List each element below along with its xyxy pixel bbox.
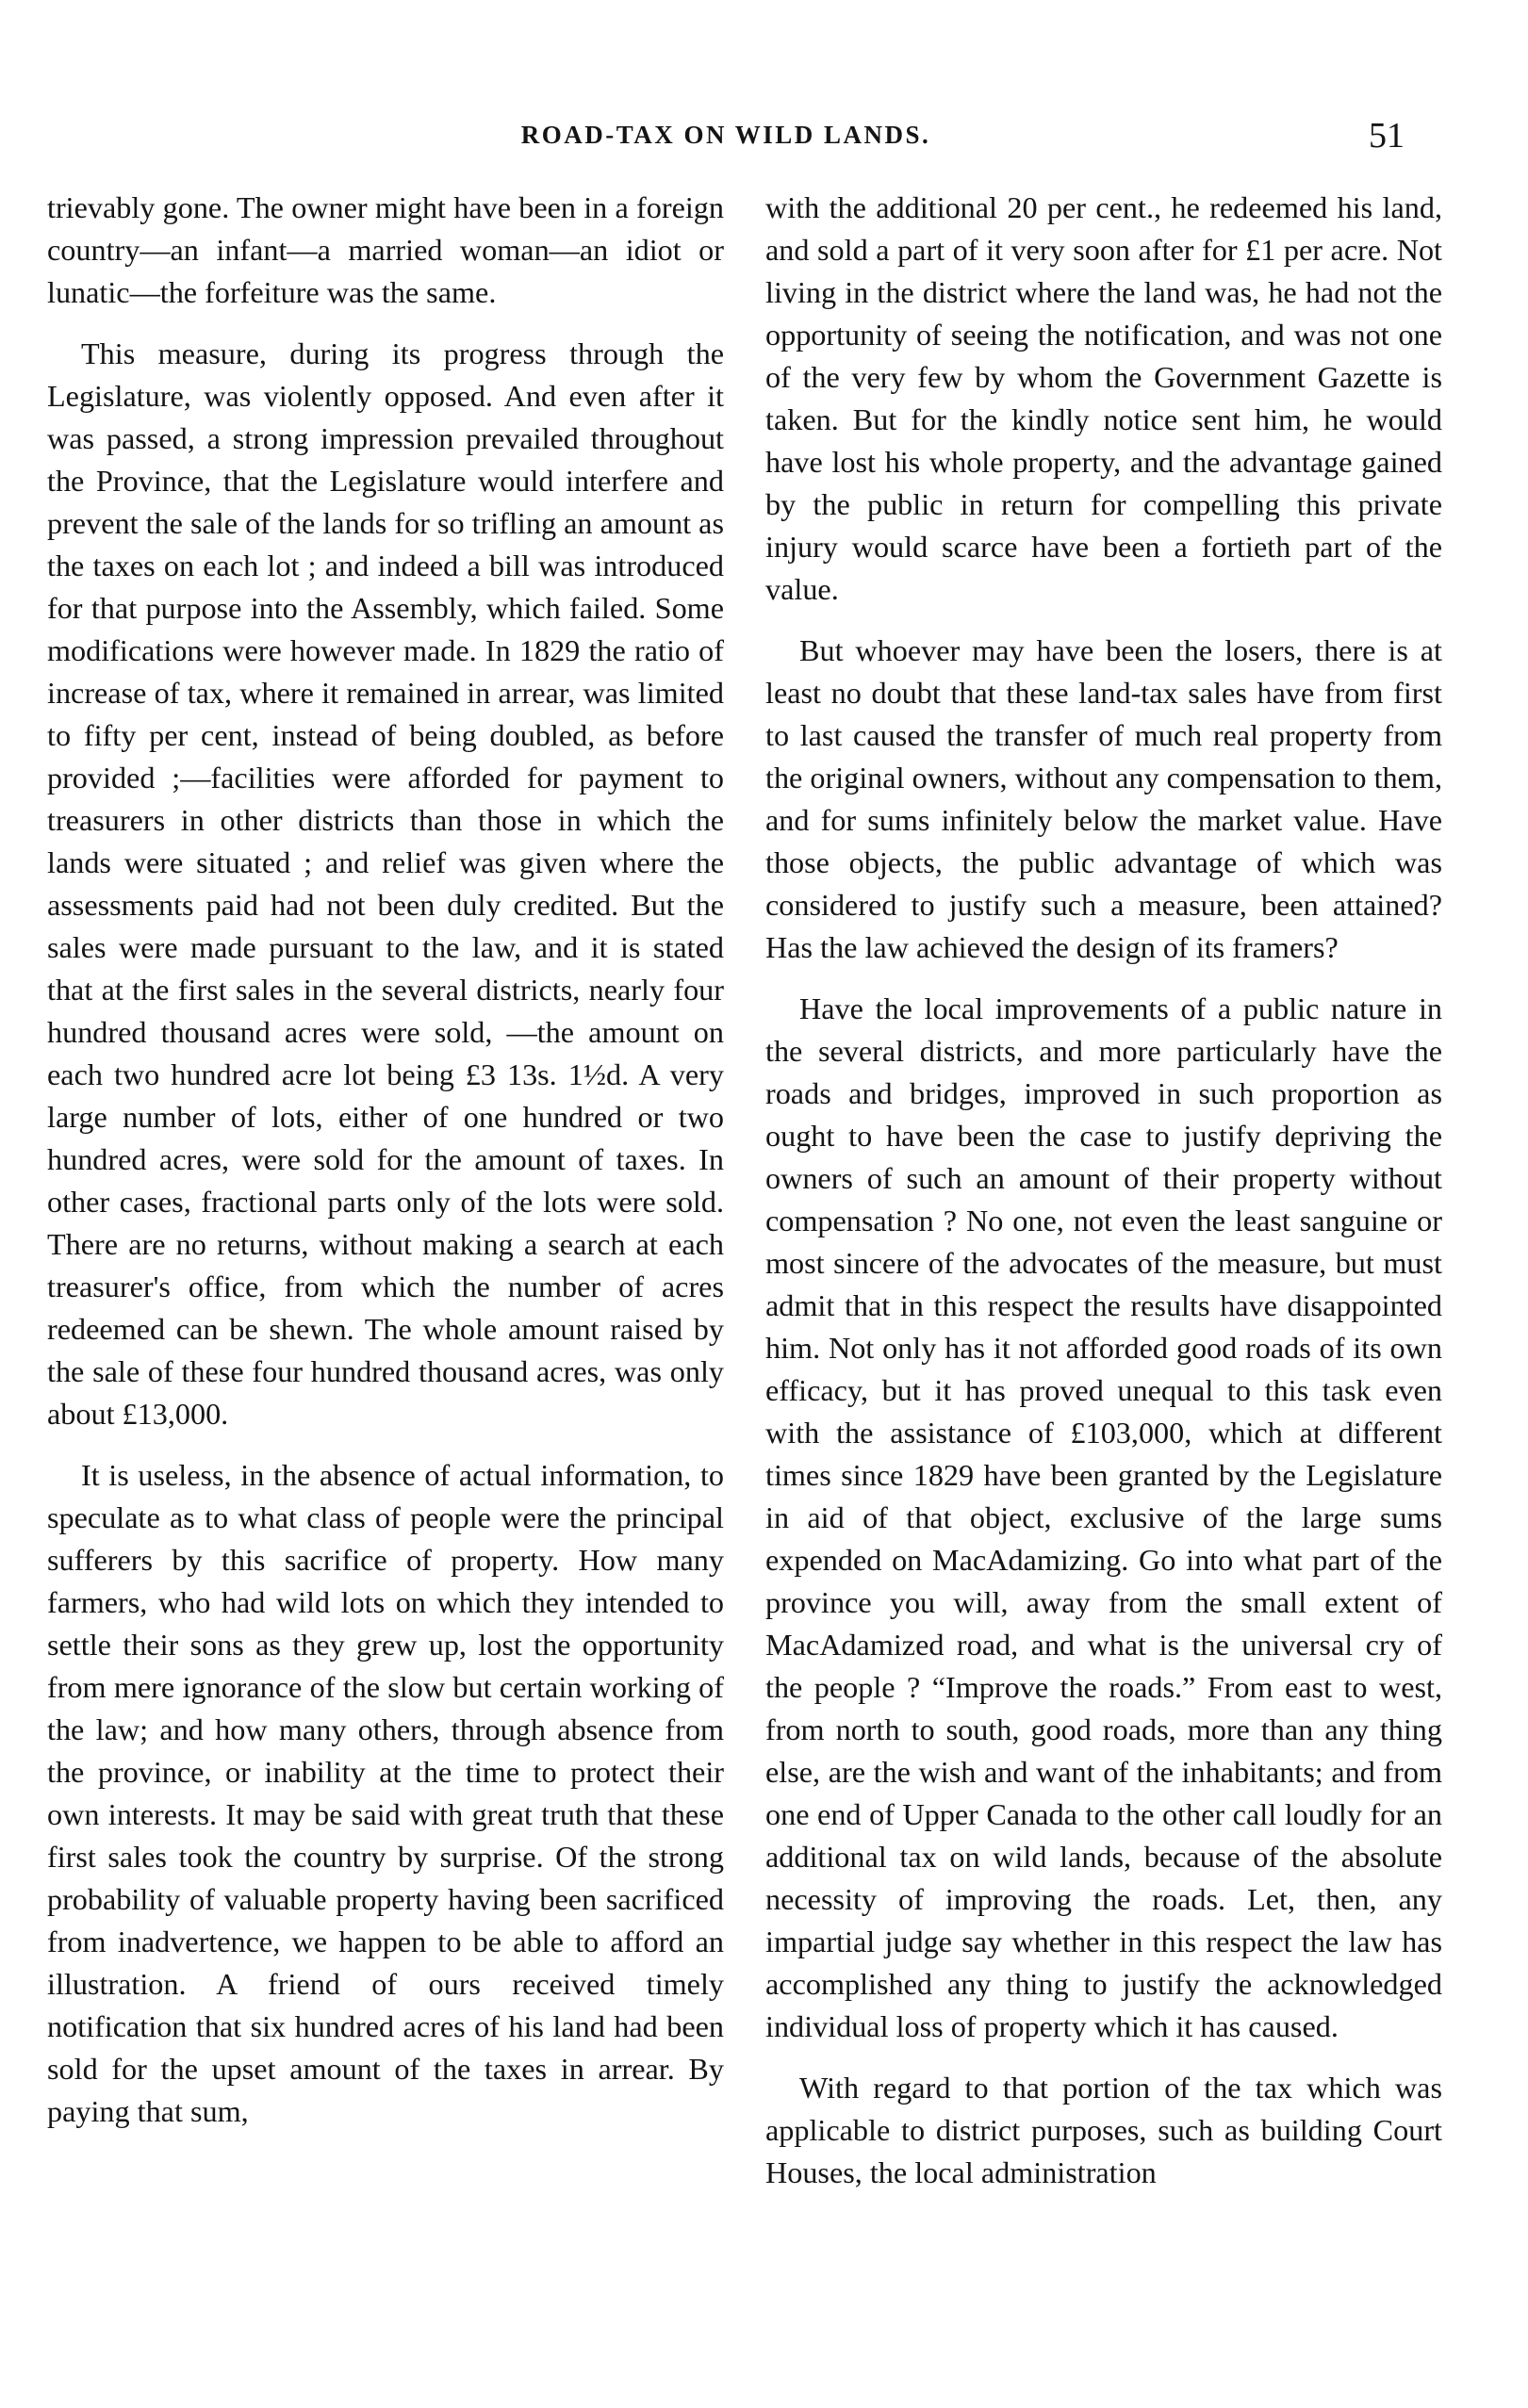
page-number: 51 [1369,116,1405,156]
paragraph: With regard to that portion of the tax which was applicable to district purposes, such as building Court Houses, the local administration [765,2071,1442,2189]
right-column [765,187,1442,2373]
left-column [47,187,724,2373]
paragraph: trievably gone. The owner might have been in a foreign country—an infant—a married woman—an idiot or lunatic—the forfeiture was the same. [47,190,724,309]
paragraph: Have the local improvements of a public nature in the several districts, and more particularly have the roads and bridges, improved in such proportion as ought to have been the case to justify depriving the owners of such an amount of their property without compensation ? No one, not even the least sanguine or most sincere of the advocates of the measure, but must admit that in this respect the results have disappointed him. Not only has it not afforded good roads of its own efficacy, but it has proved unequal to this task even with the assistance of £103,000, which at different times since 1829 have been granted by the Legislature in aid of that object, exclusive of the large sums expended on MacAdamizing. Go into what part of the province you will, away from the small extent of MacAdamized road, and what is the universal cry of the people ? “Improve the roads.” From east to west, from north to south, good roads, more than any thing else, are the wish and want of the inhabitants; and from one end of Upper Canada to the other call loudly for an additional tax on wild lands, because of the absolute necessity of improving the roads. Let, then, any impartial judge say whether in this respect the law has accomplished any thing to justify the acknowledged individual loss of property which it has caused. [765,991,1442,2043]
paragraph: with the additional 20 per cent., he redeemed his land, and sold a part of it very soon after for £1 per acre. Not living in the district where the land was, he had not the opportunity of seeing the notification, and was not one of the very few by whom the Government Gazette is taken. But for the kindly notice sent him, he would have lost his whole property, and the advantage gained by the public in return for compelling this private injury would scarce have been a fortieth part of the value. [765,190,1442,606]
paragraph: It is useless, in the absence of actual information, to speculate as to what class of people were the principal sufferers by this sacrifice of property. How many farmers, who had wild lots on which they intended to settle their sons as they grew up, lost the opportunity from mere ignorance of the slow but certain working of the law; and how many others, through absence from the province, or inability at the time to protect their own interests. It may be said with great truth that these first sales took the country by surprise. Of the strong probability of valuable property having been sacrificed from inadvertence, we happen to be able to afford an illustration. A friend of ours received timely notification that six hundred acres of his land had been sold for the upset amount of the taxes in arrear. By paying that sum, [47,1458,724,2128]
running-title: ROAD-TAX ON WILD LANDS. [520,121,931,149]
paragraph: This measure, during its progress through the Legislature, was violently opposed. And even after it was passed, a strong impression prevailed throughout the Province, that the Legislature would interfere and prevent the sale of the lands for so trifling an amount as the taxes on each lot ; and indeed a bill was introduced for that purpose into the Assembly, which failed. Some modifications were however made. In 1829 the ratio of increase of tax, where it remained in arrear, was limited to fifty per cent, instead of being doubled, as before provided ;—facilities were afforded for payment to treasurers in other districts than those in which the lands were situated ; and relief was given where the assessments paid had not been duly credited. But the sales were made pursuant to the law, and it is stated that at the first sales in the several districts, nearly four hundred thousand acres were sold, —the amount on each two hundred acre lot being £3 13s. 1½d. A very large number of lots, either of one hundred or two hundred acres, were sold for the amount of taxes. In other cases, fractional parts only of the lots were sold. There are no returns, without making a search at each treasurer's office, from which the number of acres redeemed can be shewn. The whole amount raised by the sale of these four hundred thousand acres, was only about £13,000. [47,336,724,1431]
paragraph: But whoever may have been the losers, there is at least no doubt that these land-tax sales have from first to last caused the transfer of much real property from the original owners, without any compensation to them, and for sums infinitely below the market value. Have those objects, the public advantage of which was considered to justify such a measure, been attained? Has the law achieved the design of its framers? [765,633,1442,964]
running-head [47,116,1405,168]
